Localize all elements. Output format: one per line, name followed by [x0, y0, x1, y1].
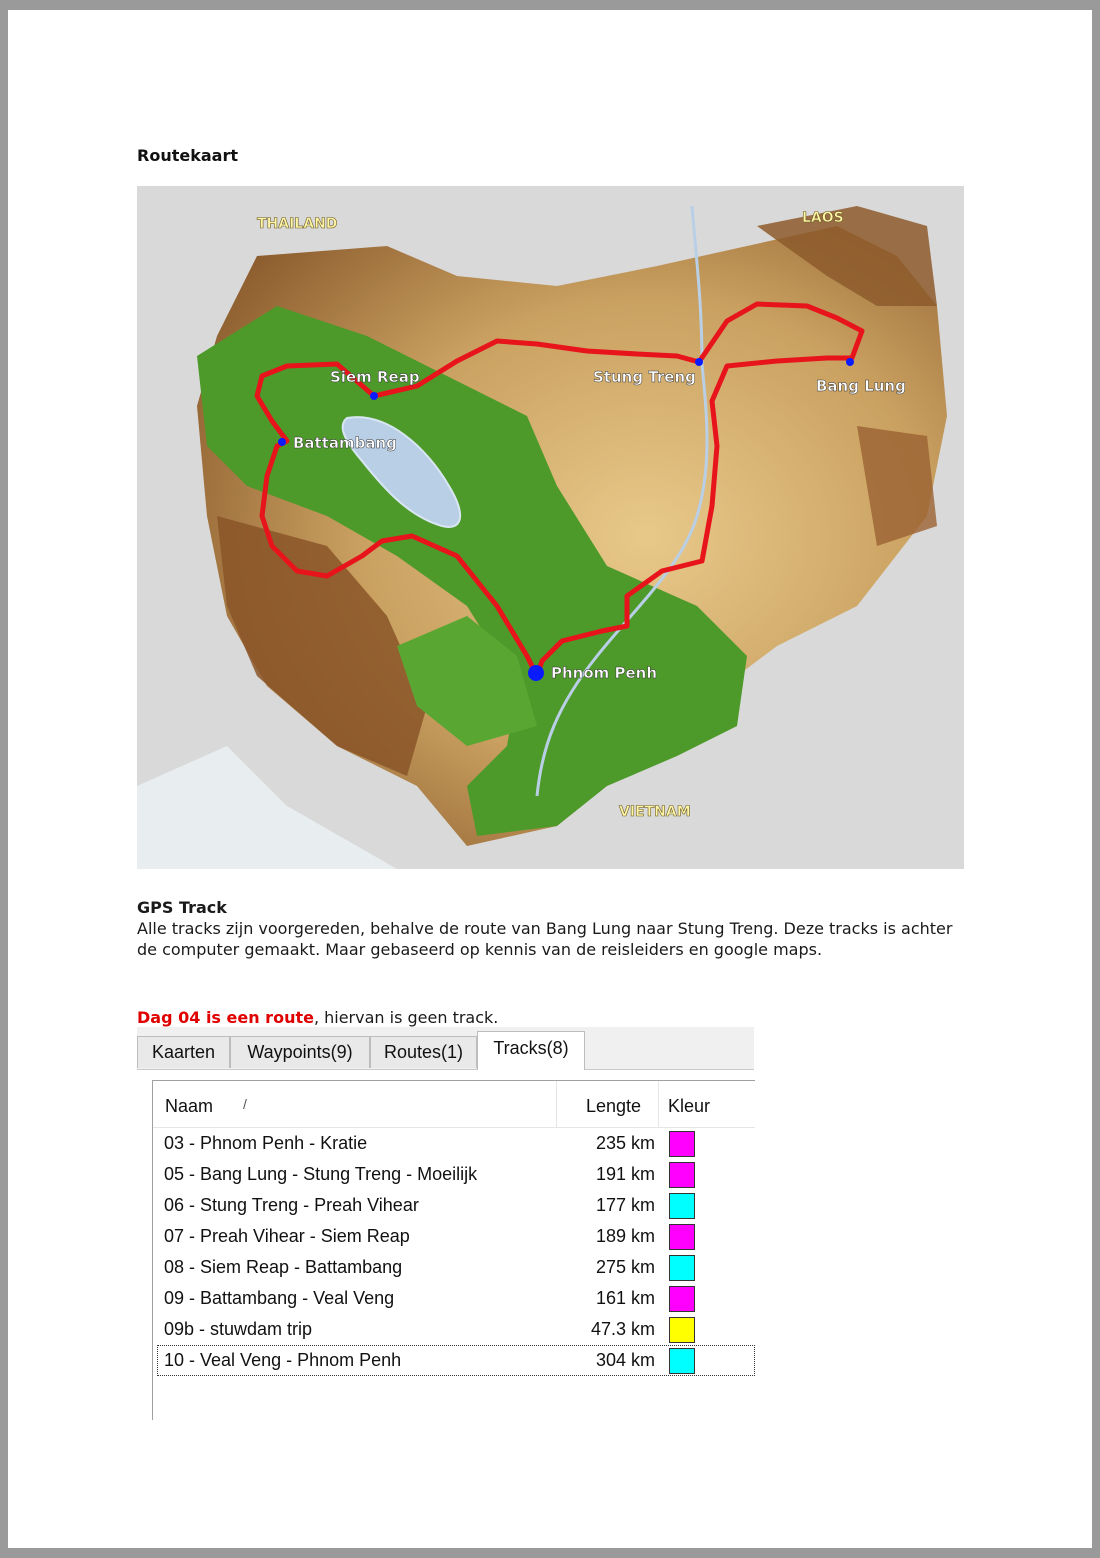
- tab-routes[interactable]: Routes(1): [370, 1036, 477, 1068]
- track-name: 09b - stuwdam trip: [164, 1319, 313, 1339]
- track-length: 161 km: [595, 1288, 655, 1308]
- column-header-naam[interactable]: Naam: [165, 1096, 214, 1116]
- city-label-bang-lung: Bang Lung: [816, 377, 906, 395]
- city-label-siem-reap: Siem Reap: [330, 368, 420, 386]
- table-row[interactable]: [157, 1221, 755, 1252]
- dag-highlight: Dag 04 is een route: [137, 1008, 314, 1027]
- route-map: [137, 186, 964, 869]
- tab-waypoints[interactable]: Waypoints(9): [230, 1036, 370, 1068]
- gps-paragraph: Alle tracks zijn voorgereden, behalve de route van Bang Lung naar Stung Treng. Deze tracks is achter de computer gemaakt. Maar gebaseerd op kennis van de reisleiders en google maps.: [137, 919, 953, 959]
- table-row[interactable]: [157, 1283, 755, 1314]
- column-header-kleur[interactable]: Kleur: [668, 1096, 711, 1116]
- track-length: 304 km: [595, 1350, 655, 1370]
- track-length: 275 km: [595, 1257, 655, 1277]
- track-color-swatch[interactable]: [669, 1286, 695, 1312]
- country-label-laos: LAOS: [802, 210, 844, 226]
- tab-tracks[interactable]: Tracks(8): [477, 1031, 585, 1070]
- tab-kaarten[interactable]: Kaarten: [137, 1036, 230, 1068]
- track-name: 10 - Veal Veng - Phnom Penh: [164, 1350, 402, 1370]
- track-name: 05 - Bang Lung - Stung Treng - Moeilijk: [164, 1164, 478, 1184]
- city-label-phnom-penh: Phnom Penh: [551, 664, 658, 682]
- column-header-lengte[interactable]: Lengte: [586, 1096, 642, 1116]
- track-name: 09 - Battambang - Veal Veng: [164, 1288, 395, 1308]
- track-length: 177 km: [595, 1195, 655, 1215]
- track-color-swatch[interactable]: [669, 1255, 695, 1281]
- track-color-swatch[interactable]: [669, 1317, 695, 1343]
- track-color-swatch[interactable]: [669, 1193, 695, 1219]
- gps-track-section: [137, 897, 967, 960]
- tab-strip: [137, 1027, 754, 1070]
- route-map-svg: [137, 186, 964, 869]
- track-length: 191 km: [595, 1164, 655, 1184]
- track-list[interactable]: [152, 1080, 755, 1420]
- track-length: 47.3 km: [590, 1319, 655, 1339]
- city-label-battambang: Battambang: [293, 434, 397, 452]
- gps-subtitle: GPS Track: [137, 898, 227, 917]
- track-color-swatch[interactable]: [669, 1224, 695, 1250]
- document-page: [8, 10, 1092, 1548]
- table-row[interactable]: [157, 1252, 755, 1283]
- track-name: 08 - Siem Reap - Battambang: [164, 1257, 403, 1277]
- table-row[interactable]: [157, 1159, 755, 1190]
- track-color-swatch[interactable]: [669, 1348, 695, 1374]
- sort-indicator-icon: /: [243, 1096, 247, 1112]
- track-length: 189 km: [595, 1226, 655, 1246]
- country-label-thailand: THAILAND: [257, 216, 338, 232]
- track-length: 235 km: [595, 1133, 655, 1153]
- list-header: [153, 1081, 755, 1128]
- track-color-swatch[interactable]: [669, 1131, 695, 1157]
- table-row[interactable]: [157, 1190, 755, 1221]
- table-row[interactable]: [157, 1314, 755, 1345]
- track-name: 07 - Preah Vihear - Siem Reap: [164, 1226, 410, 1246]
- table-row[interactable]: [157, 1128, 755, 1159]
- section-heading: Routekaart: [137, 146, 238, 165]
- track-color-swatch[interactable]: [669, 1162, 695, 1188]
- track-list-screenshot: [137, 1027, 754, 1419]
- country-label-vietnam: VIETNAM: [619, 804, 691, 820]
- city-label-stung-treng: Stung Treng: [593, 368, 696, 386]
- dag-note: [137, 1008, 498, 1027]
- track-name: 06 - Stung Treng - Preah Vihear: [164, 1195, 419, 1215]
- table-row[interactable]: [157, 1345, 755, 1376]
- track-name: 03 - Phnom Penh - Kratie: [164, 1133, 368, 1153]
- dag-rest: , hiervan is geen track.: [313, 1008, 499, 1027]
